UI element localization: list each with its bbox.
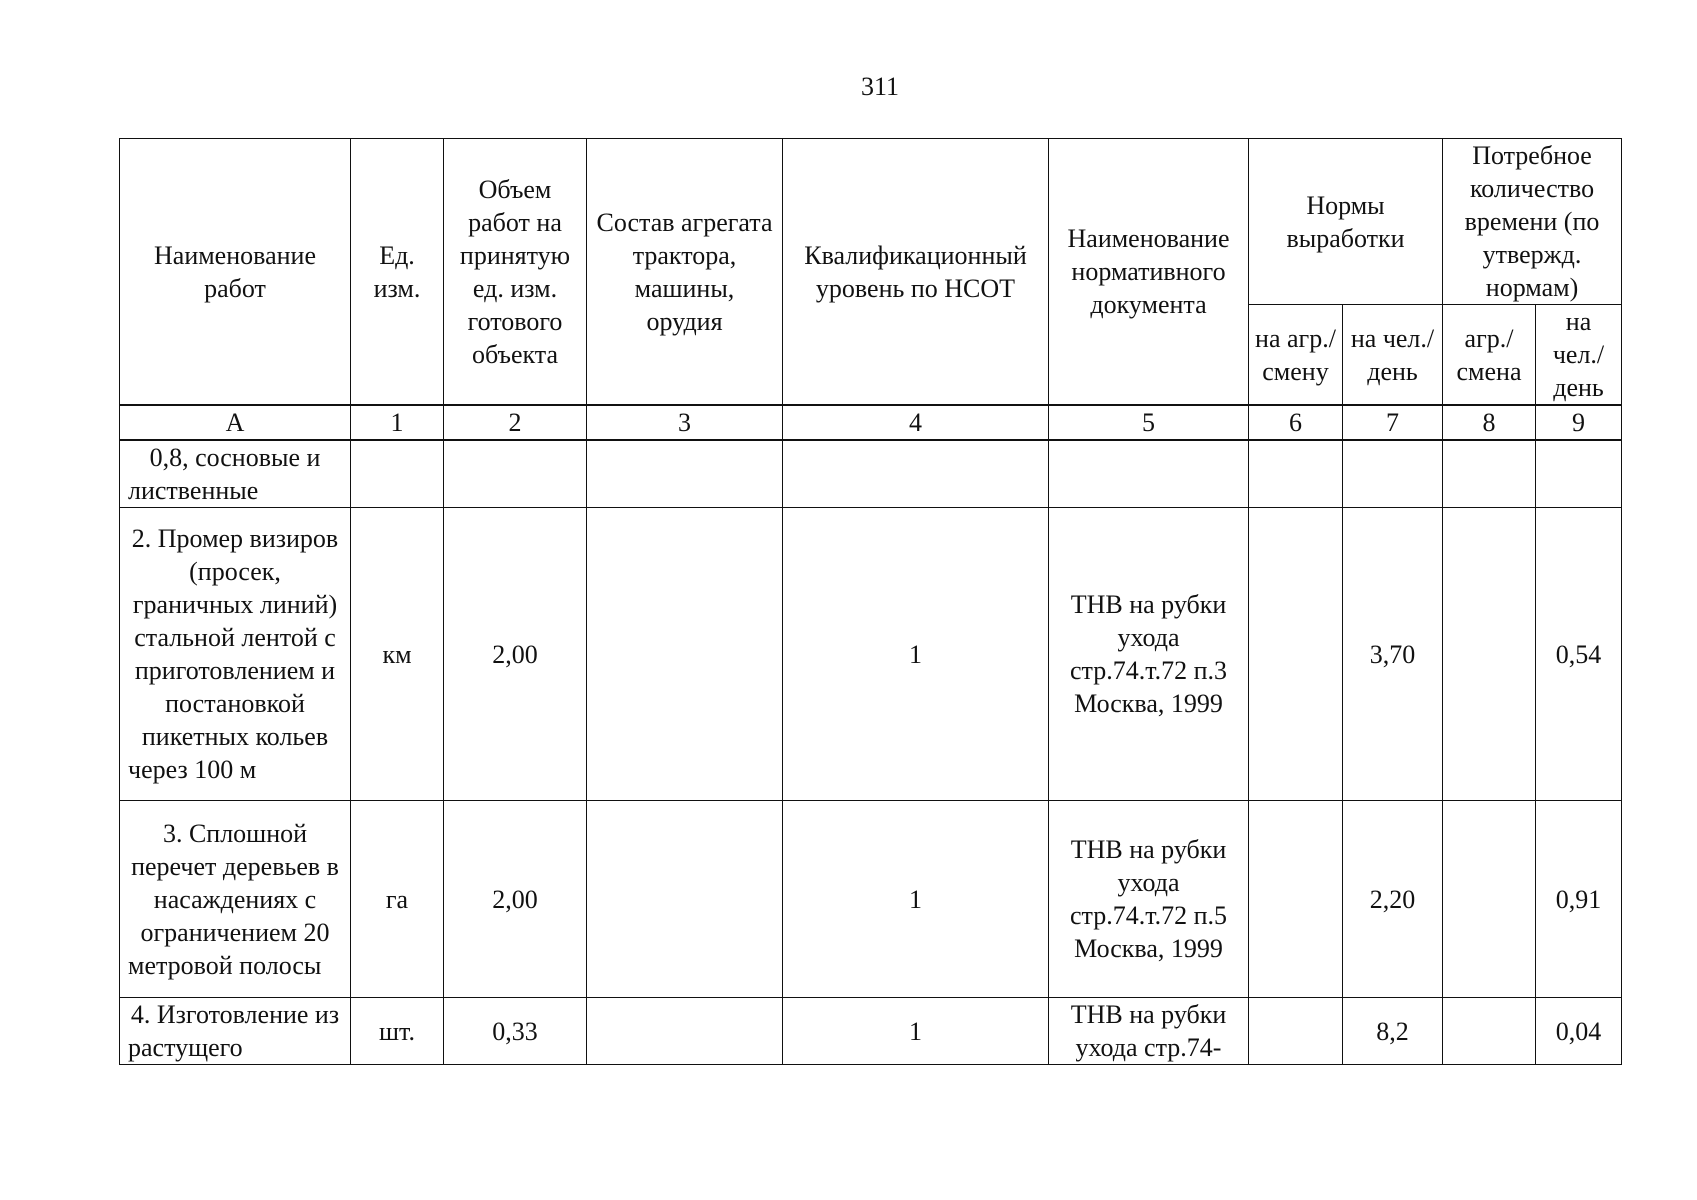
row-norm-man: 2,20 [1343, 801, 1443, 998]
row-qualification: 1 [783, 801, 1049, 998]
row-qualification: 1 [783, 998, 1049, 1065]
row-unit: км [351, 508, 444, 801]
row-norm-agr [1249, 998, 1343, 1065]
column-number: 4 [783, 405, 1049, 440]
row-volume [444, 440, 587, 508]
row-aggregate [587, 998, 783, 1065]
header-time: Потребное количество времени (по утвержд. нормам) [1443, 139, 1622, 305]
header-time-agr: агр./ смена [1443, 305, 1536, 406]
row-document: ТНВ на рубки ухода стр.74.т.72 п.5 Москва, 1999 [1049, 801, 1249, 998]
row-time-agr [1443, 998, 1536, 1065]
row-time-agr [1443, 801, 1536, 998]
column-number: 9 [1536, 405, 1622, 440]
row-norm-agr [1249, 508, 1343, 801]
header-aggregate: Состав агрегата трактора, машины, орудия [587, 139, 783, 406]
table-row [120, 998, 1622, 1065]
row-time-agr [1443, 440, 1536, 508]
row-time-man: 0,54 [1536, 508, 1622, 801]
row-time-man [1536, 440, 1622, 508]
row-norm-man: 8,2 [1343, 998, 1443, 1065]
column-numbers-row [120, 405, 1622, 440]
header-volume: Объем работ на принятую ед. изм. готового объекта [444, 139, 587, 406]
header-name: Наименование работ [120, 139, 351, 406]
table-row [120, 440, 1622, 508]
row-time-man: 0,91 [1536, 801, 1622, 998]
column-number: А [120, 405, 351, 440]
column-number: 5 [1049, 405, 1249, 440]
row-volume: 2,00 [444, 801, 587, 998]
column-number: 2 [444, 405, 587, 440]
table-row [120, 508, 1622, 801]
row-document: ТНВ на рубки ухода стр.74- [1049, 998, 1249, 1065]
header-qualification: Квалификационный уровень по НСОТ [783, 139, 1049, 406]
row-work-name: 2. Промер визиров (просек, граничных линий) стальной лентой с приготовлением и постановкой пикетных кольев через 100 м [120, 508, 351, 801]
row-work-name: 3. Сплошной перечет деревьев в насаждениях с ограничением 20 метровой полосы [120, 801, 351, 998]
row-volume: 0,33 [444, 998, 587, 1065]
work-norms-table [119, 138, 1622, 1065]
table-row [120, 801, 1622, 998]
row-aggregate [587, 440, 783, 508]
row-time-man: 0,04 [1536, 998, 1622, 1065]
row-volume: 2,00 [444, 508, 587, 801]
row-time-agr [1443, 508, 1536, 801]
row-norm-agr [1249, 440, 1343, 508]
page-number: 311 [860, 72, 900, 101]
row-norm-agr [1249, 801, 1343, 998]
column-number: 3 [587, 405, 783, 440]
header-norms-man: на чел./ день [1343, 305, 1443, 406]
row-unit: шт. [351, 998, 444, 1065]
row-unit [351, 440, 444, 508]
row-qualification [783, 440, 1049, 508]
row-work-name: 0,8, сосновые и лиственные [120, 440, 351, 508]
row-unit: га [351, 801, 444, 998]
row-document: ТНВ на рубки ухода стр.74.т.72 п.3 Москва, 1999 [1049, 508, 1249, 801]
column-number: 7 [1343, 405, 1443, 440]
row-aggregate [587, 508, 783, 801]
header-document: Наименование нормативного документа [1049, 139, 1249, 406]
row-document [1049, 440, 1249, 508]
column-number: 1 [351, 405, 444, 440]
row-work-name: 4. Изготовление из растущего [120, 998, 351, 1065]
column-number: 6 [1249, 405, 1343, 440]
header-norms: Нормы выработки [1249, 139, 1443, 305]
header-unit: Ед. изм. [351, 139, 444, 406]
row-norm-man [1343, 440, 1443, 508]
row-qualification: 1 [783, 508, 1049, 801]
column-number: 8 [1443, 405, 1536, 440]
header-norms-agr: на агр./ смену [1249, 305, 1343, 406]
row-aggregate [587, 801, 783, 998]
header-time-man: на чел./ день [1536, 305, 1622, 406]
row-norm-man: 3,70 [1343, 508, 1443, 801]
